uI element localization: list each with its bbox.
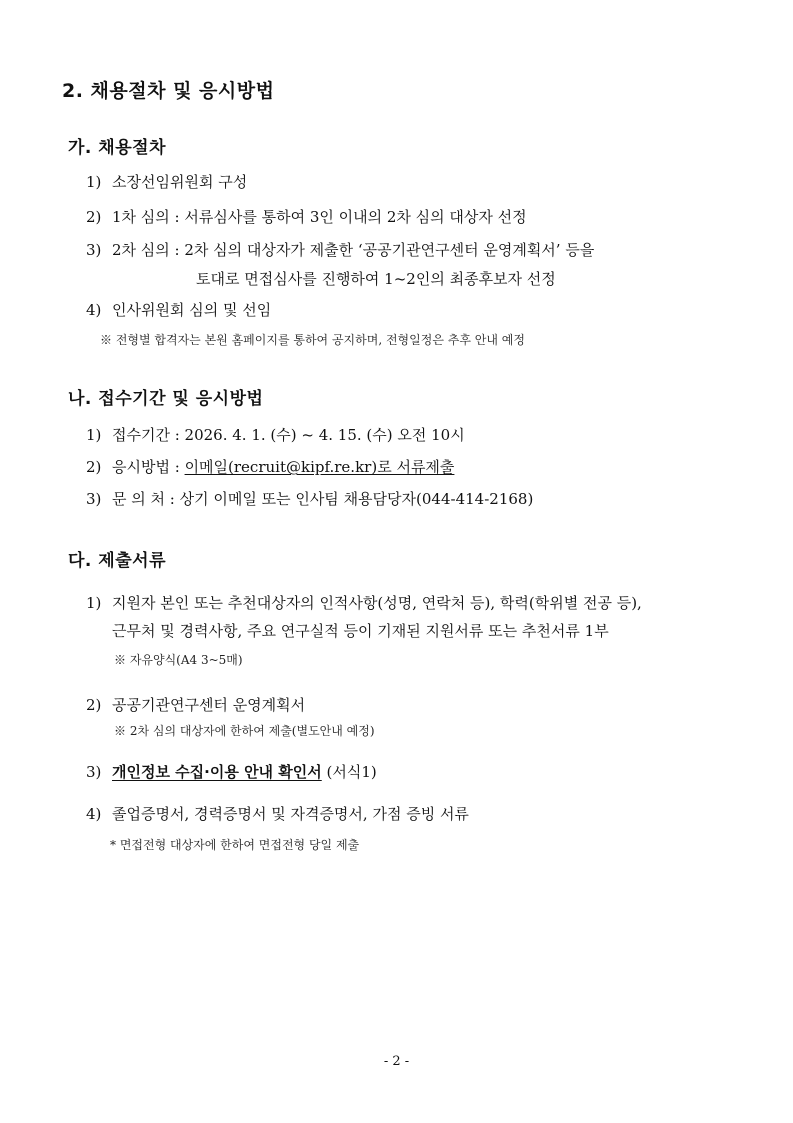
item-note: ※ 자유양식(A4 3~5매) — [114, 653, 243, 667]
notice-note: ※ 전형별 합격자는 본원 홈페이지를 통하여 공지하며, 전형일정은 추후 안내 예정 — [100, 333, 525, 347]
list-item — [86, 488, 533, 509]
page-number: - 2 - — [383, 1054, 410, 1069]
list-item — [86, 171, 247, 192]
item-continuation: 토대로 면접심사를 진행하여 1~2인의 최종후보자 선정 — [196, 270, 556, 288]
list-item — [86, 694, 305, 715]
section-title: 2. 채용절차 및 응시방법 — [62, 80, 275, 102]
list-item — [86, 299, 271, 320]
list-item — [86, 803, 469, 824]
list-item — [86, 456, 454, 477]
item-number: 2) — [86, 458, 102, 476]
list-item — [86, 761, 377, 782]
heading-recruitment-procedure: 가. 채용절차 — [68, 138, 166, 158]
item-number: 4) — [86, 805, 102, 823]
item-text: 1차 심의 : 서류심사를 통하여 3인 이내의 2차 심의 대상자 선정 — [112, 208, 527, 226]
item-text: 지원자 본인 또는 추천대상자의 인적사항(성명, 연락처 등), 학력(학위별 전공 등), — [112, 594, 642, 612]
item-text: 접수기간 : 2026. 4. 1. (수) ~ 4. 15. (수) 오전 10시 — [112, 426, 465, 444]
consent-form-link[interactable]: 개인정보 수집·이용 안내 확인서 — [112, 763, 322, 781]
item-number: 1) — [86, 173, 102, 191]
item-number: 1) — [86, 594, 102, 612]
heading-required-documents: 다. 제출서류 — [68, 551, 166, 571]
item-text: 2차 심의 : 2차 심의 대상자가 제출한 ‘공공기관연구센터 운영계획서’ 등을 — [112, 241, 595, 259]
item-prefix: 응시방법 : — [112, 458, 185, 476]
item-suffix: (서식1) — [321, 763, 377, 781]
item-number: 2) — [86, 696, 102, 714]
item-text: 공공기관연구센터 운영계획서 — [112, 696, 306, 714]
email-submission-link[interactable]: 이메일(recruit@kipf.re.kr)로 서류제출 — [184, 458, 455, 476]
item-number: 1) — [86, 426, 102, 444]
item-text: 문 의 처 : 상기 이메일 또는 인사팀 채용담당자(044-414-2168) — [112, 490, 534, 508]
list-item — [86, 239, 594, 260]
item-note: ※ 2차 심의 대상자에 한하여 제출(별도안내 예정) — [114, 724, 375, 738]
item-number: 2) — [86, 208, 102, 226]
list-item — [86, 592, 642, 613]
item-number: 3) — [86, 490, 102, 508]
item-text: 소장선임위원회 구성 — [112, 173, 248, 191]
list-item — [86, 424, 465, 445]
item-text: 졸업증명서, 경력증명서 및 자격증명서, 가점 증빙 서류 — [112, 805, 469, 823]
heading-application-method: 나. 접수기간 및 응시방법 — [68, 389, 264, 409]
item-number: 4) — [86, 301, 102, 319]
item-text: 인사위원회 심의 및 선임 — [112, 301, 272, 319]
item-number: 3) — [86, 241, 102, 259]
item-number: 3) — [86, 763, 102, 781]
item-note: * 면접전형 대상자에 한하여 면접전형 당일 제출 — [110, 838, 360, 852]
item-continuation: 근무처 및 경력사항, 주요 연구실적 등이 기재된 지원서류 또는 추천서류 1부 — [112, 622, 609, 640]
list-item — [86, 206, 527, 227]
